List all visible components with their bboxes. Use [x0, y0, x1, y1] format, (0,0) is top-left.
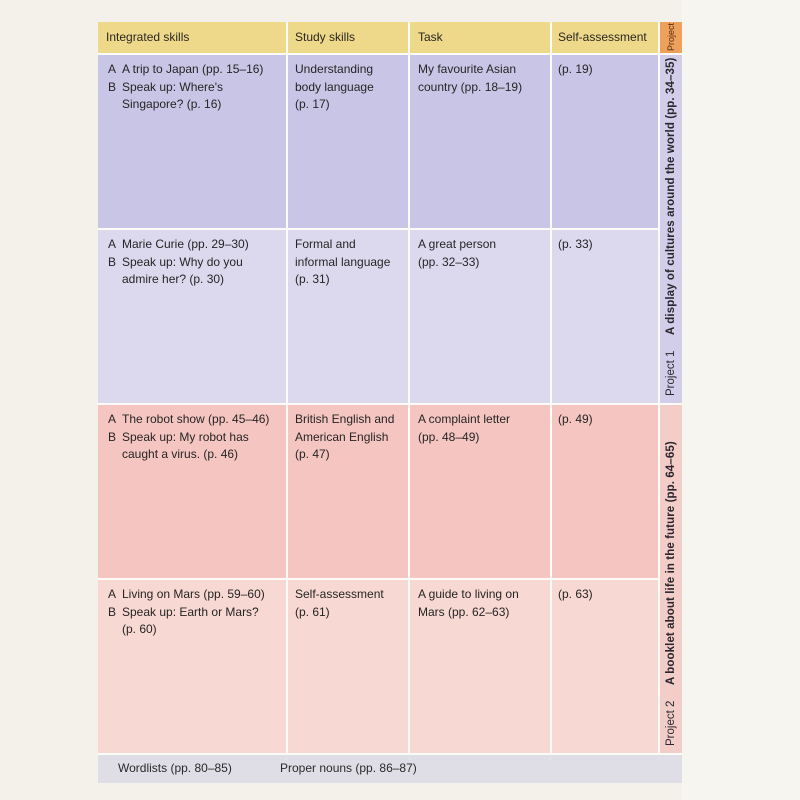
- item-letter: B: [108, 604, 117, 619]
- item-text: Speak up: Where's Singapore? (p. 16): [122, 79, 224, 111]
- task-cell: A guide to living on Mars (pp. 62–63): [410, 580, 552, 755]
- study-skills-cell: Understanding body language (p. 17): [288, 55, 410, 230]
- project-title: A display of cultures around the world (pp. 34–35): [665, 57, 677, 335]
- integrated-skill-item: [108, 429, 282, 464]
- integrated-skill-item: [108, 411, 282, 429]
- integrated-skills-cell: [98, 405, 288, 580]
- item-letter: B: [108, 79, 117, 94]
- self-assessment-cell: (p. 19): [552, 55, 660, 230]
- item-text: A trip to Japan (pp. 15–16): [122, 62, 264, 76]
- task-cell: A great person (pp. 32–33): [410, 230, 552, 405]
- item-letter: A: [108, 412, 117, 426]
- study-skills-cell: British English and American English (p. 47): [288, 405, 410, 580]
- integrated-skill-item: [108, 604, 282, 639]
- project-label: Project 1: [665, 350, 677, 396]
- self-assessment-cell: (p. 49): [552, 405, 660, 580]
- item-letter: A: [108, 237, 117, 251]
- item-text: Speak up: Why do you admire her? (p. 30): [122, 254, 243, 286]
- item-text: Marie Curie (pp. 29–30): [122, 237, 249, 251]
- proper-nouns-link: Proper nouns (pp. 86–87): [280, 761, 417, 776]
- item-letter: A: [108, 62, 117, 76]
- self-assessment-cell: (p. 33): [552, 230, 660, 405]
- header-self-assessment: Self-assessment: [552, 22, 660, 55]
- item-text: Speak up: Earth or Mars? (p. 60): [122, 604, 259, 636]
- integrated-skill-item: [108, 79, 282, 114]
- project-title: A booklet about life in the future (pp. 64–65): [665, 440, 677, 685]
- footer-row: [98, 755, 682, 783]
- self-assessment-cell: (p. 63): [552, 580, 660, 755]
- integrated-skills-cell: [98, 580, 288, 755]
- project-1-text: [664, 55, 678, 403]
- item-letter: B: [108, 254, 117, 269]
- item-letter: B: [108, 429, 117, 444]
- header-integrated-skills: Integrated skills: [98, 22, 288, 55]
- integrated-skill-item: [108, 254, 282, 289]
- integrated-skill-item: [108, 586, 282, 604]
- study-skills-cell: Formal and informal language (p. 31): [288, 230, 410, 405]
- item-text: The robot show (pp. 45–46): [122, 412, 270, 426]
- project-2-cell: [660, 405, 682, 755]
- wordlists-link: Wordlists (pp. 80–85): [118, 761, 232, 776]
- contents-table: [98, 22, 682, 783]
- header-project-label: Project: [666, 23, 676, 52]
- header-project: [660, 22, 682, 55]
- page-margin: [682, 0, 800, 800]
- integrated-skills-cell: [98, 230, 288, 405]
- item-text: Living on Mars (pp. 59–60): [122, 587, 265, 601]
- header-study-skills: Study skills: [288, 22, 410, 55]
- task-cell: My favourite Asian country (pp. 18–19): [410, 55, 552, 230]
- study-skills-cell: Self-assessment (p. 61): [288, 580, 410, 755]
- item-letter: A: [108, 587, 117, 601]
- project-1-cell: [660, 55, 682, 405]
- task-cell: A complaint letter (pp. 48–49): [410, 405, 552, 580]
- item-text: Speak up: My robot has caught a virus. (p. 46): [122, 429, 249, 461]
- project-2-text: [664, 405, 678, 753]
- integrated-skills-cell: [98, 55, 288, 230]
- integrated-skill-item: [108, 236, 282, 254]
- project-label: Project 2: [665, 700, 677, 746]
- integrated-skill-item: [108, 61, 282, 79]
- header-task: Task: [410, 22, 552, 55]
